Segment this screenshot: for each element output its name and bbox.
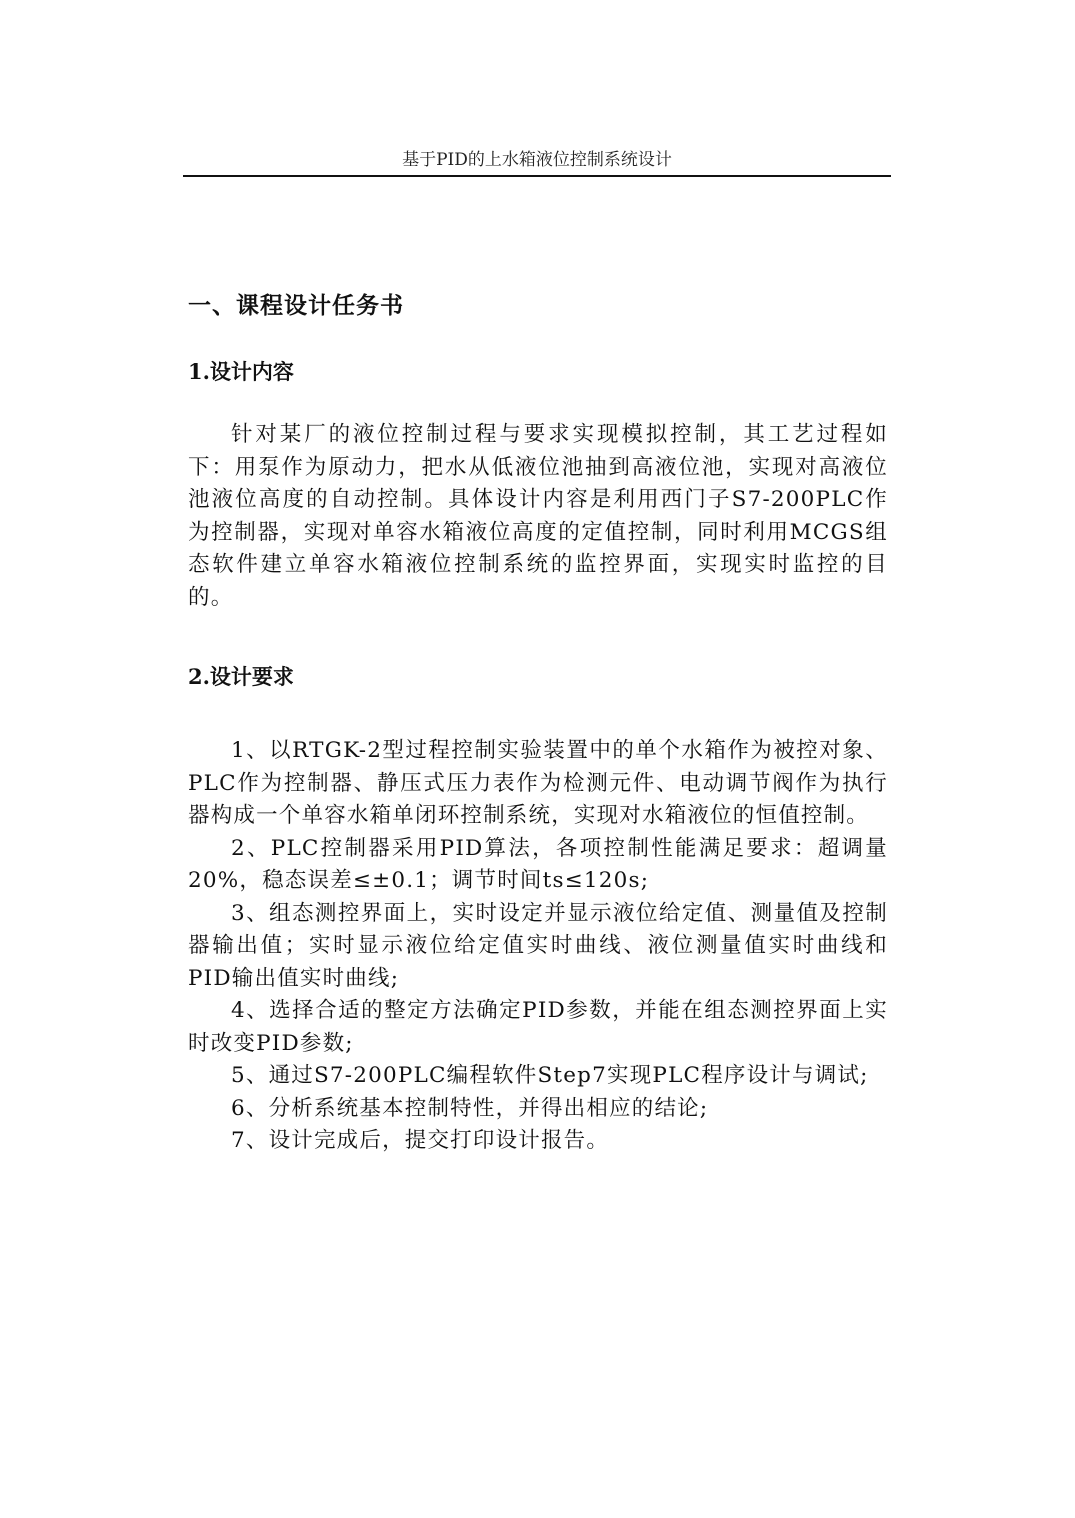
header-divider: [183, 175, 891, 177]
running-header-title: 基于PID的上水箱液位控制系统设计: [402, 150, 672, 170]
requirement-item-7: 7、设计完成后，提交打印设计报告。: [231, 1128, 610, 1153]
section-title: 一、课程设计任务书: [188, 292, 404, 319]
requirements-list: [188, 735, 888, 1158]
requirement-item-5: 5、通过S7-200PLC编程软件Step7实现PLC程序设计与调试;: [231, 1063, 869, 1088]
requirement-item-2: 2、PLC控制器采用PID算法，各项控制性能满足要求：超调量20%，稳态误差≤±0.1；调节时间ts≤120s;: [188, 835, 888, 893]
design-requirements-heading: 2.设计要求: [188, 664, 294, 689]
design-content-paragraph: 针对某厂的液位控制过程与要求实现模拟控制，其工艺过程如下：用泵作为原动力，把水从低液位池抽到高液位池，实现对高液位池液位高度的自动控制。具体设计内容是利用西门子S7-200PLC作为控制器，实现对单容水箱液位高度的定值控制，同时利用MCGS组态软件建立单容水箱液位控制系统的监控界面，实现实时监控的目的。: [188, 422, 888, 610]
design-content-heading: 1.设计内容: [188, 359, 294, 384]
requirement-item-3: 3、组态测控界面上，实时设定并显示液位给定值、测量值及控制器输出值；实时显示液位给定值实时曲线、液位测量值实时曲线和PID输出值实时曲线;: [188, 900, 888, 991]
requirement-item-4: 4、选择合适的整定方法确定PID参数，并能在组态测控界面上实时改变PID参数;: [188, 998, 888, 1056]
requirement-item-1: 1、以RTGK-2型过程控制实验装置中的单个水箱作为被控对象、PLC作为控制器、静压式压力表作为检测元件、电动调节阀作为执行器构成一个单容水箱单闭环控制系统，实现对水箱液位的恒值控制。: [188, 738, 888, 828]
requirement-item-6: 6、分析系统基本控制特性，并得出相应的结论;: [231, 1095, 709, 1121]
